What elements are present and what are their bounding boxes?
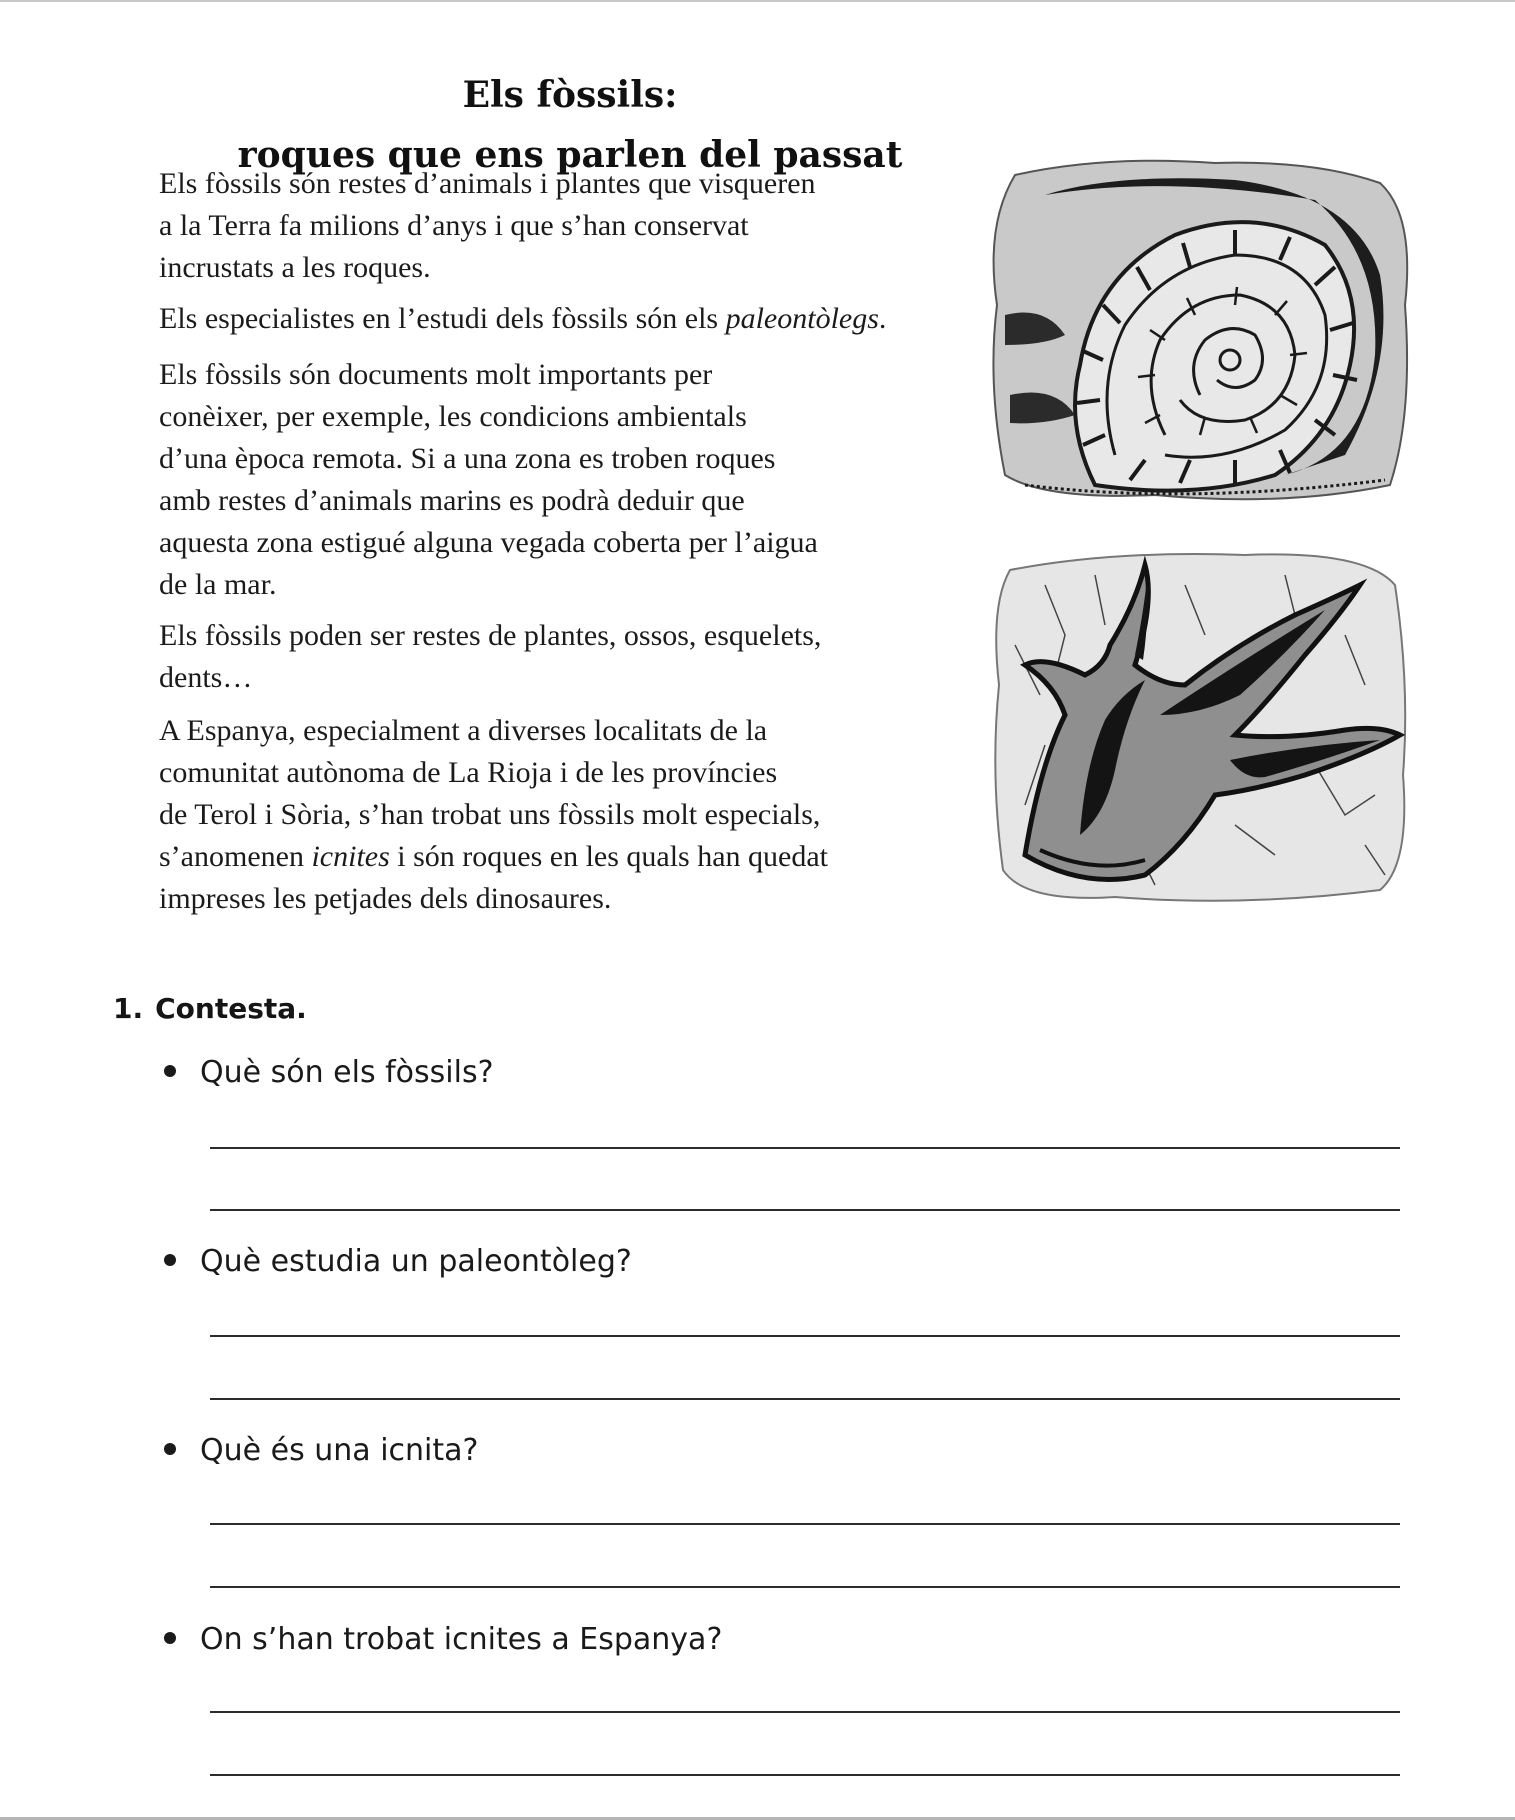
text-line: Els fòssils poden ser restes de plantes, ossos, esquelets, (159, 619, 822, 652)
text-line: incrustats a les roques. (159, 251, 431, 284)
text-line: conèixer, per exemple, les condicions ambientals (159, 400, 747, 433)
text-line (159, 298, 886, 340)
text-line: A Espanya, especialment a diverses localitats de la (159, 714, 768, 747)
text-line: amb restes d’animals marins es podrà deduir que (159, 484, 745, 517)
answer-line[interactable] (210, 1711, 1400, 1713)
question-text: On s’han trobat icnites a Espanya? (200, 1622, 723, 1657)
term-paleontologists: paleontòlegs (725, 302, 879, 335)
bullet-icon (164, 1443, 176, 1455)
text-line: a la Terra fa milions d’anys i que s’han conservat (159, 209, 749, 242)
paragraph-importance (159, 354, 818, 606)
text-line (159, 836, 828, 878)
dinosaur-footprint-icon (985, 545, 1415, 905)
question-text: Què estudia un paleontòleg? (200, 1244, 632, 1279)
answer-line[interactable] (210, 1209, 1400, 1211)
paragraph-definition (159, 163, 816, 289)
question-item (164, 1433, 478, 1468)
exercise-number: 1. (113, 992, 144, 1025)
page-subtitle: roques que ens parlen del passat (237, 133, 903, 176)
text-line: d’una època remota. Si a una zona es troben roques (159, 442, 776, 475)
question-item (164, 1055, 494, 1090)
ammonite-fossil-icon (985, 155, 1420, 515)
answer-line[interactable] (210, 1335, 1400, 1337)
text-line: Els fòssils són documents molt importants per (159, 358, 713, 391)
text-line: comunitat autònoma de La Rioja i de les províncies (159, 756, 778, 789)
term-icnites: icnites (311, 840, 390, 873)
bullet-icon (164, 1254, 176, 1266)
exercise-heading (113, 992, 307, 1025)
text-line: Els fòssils són restes d’animals i plantes que visqueren (159, 167, 816, 200)
exercise-instruction: Contesta. (155, 992, 307, 1025)
answer-line[interactable] (210, 1147, 1400, 1149)
text-run: s’anomenen (159, 840, 312, 873)
question-item (164, 1244, 632, 1279)
paragraph-icnites (159, 710, 828, 920)
answer-line[interactable] (210, 1523, 1400, 1525)
question-text: Què són els fòssils? (200, 1055, 494, 1090)
question-item (164, 1622, 722, 1657)
question-text: Què és una icnita? (200, 1433, 479, 1468)
answer-line[interactable] (210, 1774, 1400, 1776)
text-line: de la mar. (159, 568, 277, 601)
text-line: de Terol i Sòria, s’han trobat uns fòssils molt especials, (159, 798, 821, 831)
paragraph-types (159, 615, 821, 699)
text-run: i són roques en les quals han quedat (389, 840, 829, 873)
bullet-icon (164, 1632, 176, 1644)
text-run: . (878, 302, 887, 335)
page-title: Els fòssils: (462, 74, 678, 117)
text-line: aquesta zona estigué alguna vegada coberta per l’aigua (159, 526, 818, 559)
text-line: impreses les petjades dels dinosaures. (159, 882, 612, 915)
answer-line[interactable] (210, 1398, 1400, 1400)
answer-line[interactable] (210, 1586, 1400, 1588)
text-run: Els especialistes en l’estudi dels fòssils són els (159, 302, 726, 335)
paragraph-paleontologists (159, 298, 886, 340)
bullet-icon (164, 1065, 176, 1077)
page-top-border (0, 0, 1515, 2)
text-line: dents… (159, 661, 253, 694)
